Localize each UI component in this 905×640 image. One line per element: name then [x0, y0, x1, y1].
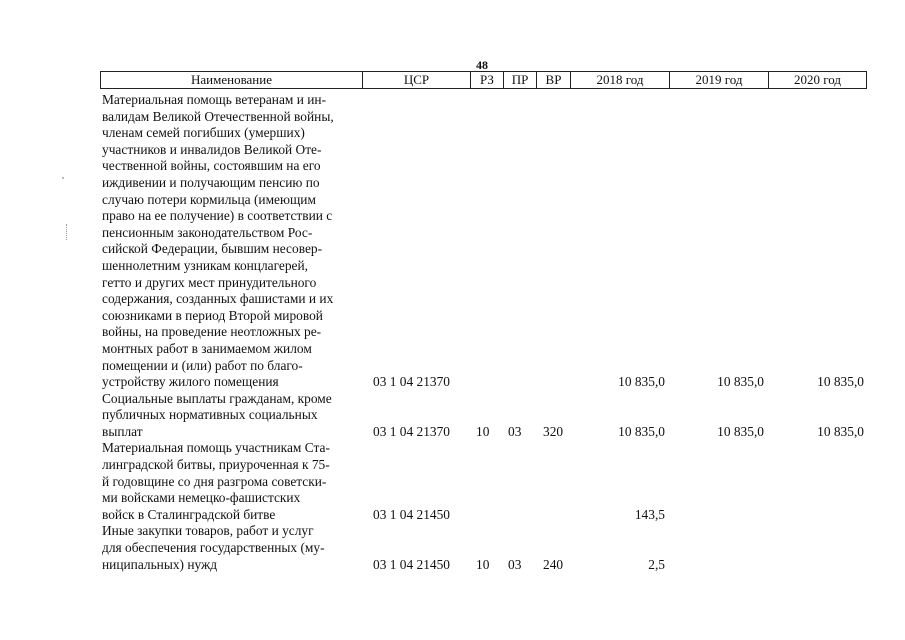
- row-csr: 03 1 04 21450: [373, 556, 450, 572]
- row-2018: 10 835,0: [618, 374, 665, 390]
- table-row: [102, 391, 867, 441]
- row-name: Материальная помощь участникам Ста- линградской битвы, приуроченная к 75- й годовщине со дня разгрома советски- ми войсками немецко-фашистских войск в Сталинградской битве: [102, 440, 330, 522]
- margin-mark: [62, 177, 64, 179]
- page-number: 48: [476, 58, 488, 72]
- row-pr: 03: [508, 423, 522, 439]
- column-header-pr: ПР: [504, 72, 537, 88]
- column-header-rz: РЗ: [471, 72, 504, 88]
- row-pr: 03: [508, 556, 522, 572]
- row-vr: 320: [543, 423, 564, 439]
- row-csr: 03 1 04 21450: [373, 506, 450, 522]
- column-header-vr: ВР: [537, 72, 571, 88]
- row-name: Иные закупки товаров, работ и услуг для обеспечения государственных (му- ниципальных) нужд: [102, 523, 325, 572]
- row-csr: 03 1 04 21370: [373, 374, 450, 390]
- row-vr: 240: [543, 556, 564, 572]
- margin-dots: [66, 224, 69, 240]
- table-row: [102, 523, 867, 573]
- row-name: Материальная помощь ветеранам и ин- валидам Великой Отечественной войны, членам семей погибших (умерших) участников и инвалидов Великой Оте- чественной войны, состоявшим на его иждивении и получающим пенсию по случаю потери кормильца (имеющим право на ее получение) в соответствии с пенсионным законодательством Рос- сийской Федерации, бывшим несовер- шеннолетним узникам концлагерей, гетто и других мест принудительного содержания, созданных фашистами и их союзниками в период Второй мировой войны, на проведение неотложных ре- монтных работ в занимаемом жилом помещении и (или) работ по благо- устройству жилого помещения: [102, 92, 334, 390]
- row-2018: 10 835,0: [618, 423, 665, 439]
- row-2018: 143,5: [634, 506, 665, 522]
- row-name: Социальные выплаты гражданам, кроме публичных нормативных социальных выплат: [102, 390, 332, 439]
- table-row: [102, 92, 867, 391]
- row-2018: 2,5: [648, 556, 665, 572]
- row-rz: 10: [476, 556, 490, 572]
- row-2019: 10 835,0: [717, 423, 764, 439]
- row-rz: 10: [476, 423, 490, 439]
- column-header-2018: 2018 год: [571, 72, 670, 88]
- table-body: [102, 92, 867, 573]
- row-2019: 10 835,0: [717, 374, 764, 390]
- row-2020: 10 835,0: [817, 374, 864, 390]
- column-header-name: Наименование: [101, 72, 363, 88]
- row-csr: 03 1 04 21370: [373, 423, 450, 439]
- column-header-2020: 2020 год: [794, 72, 841, 87]
- row-2020: 10 835,0: [817, 423, 864, 439]
- column-header-2019: 2019 год: [670, 72, 769, 88]
- table-row: [102, 440, 867, 523]
- column-header-csr: ЦСР: [363, 72, 471, 88]
- table-header: [100, 71, 867, 89]
